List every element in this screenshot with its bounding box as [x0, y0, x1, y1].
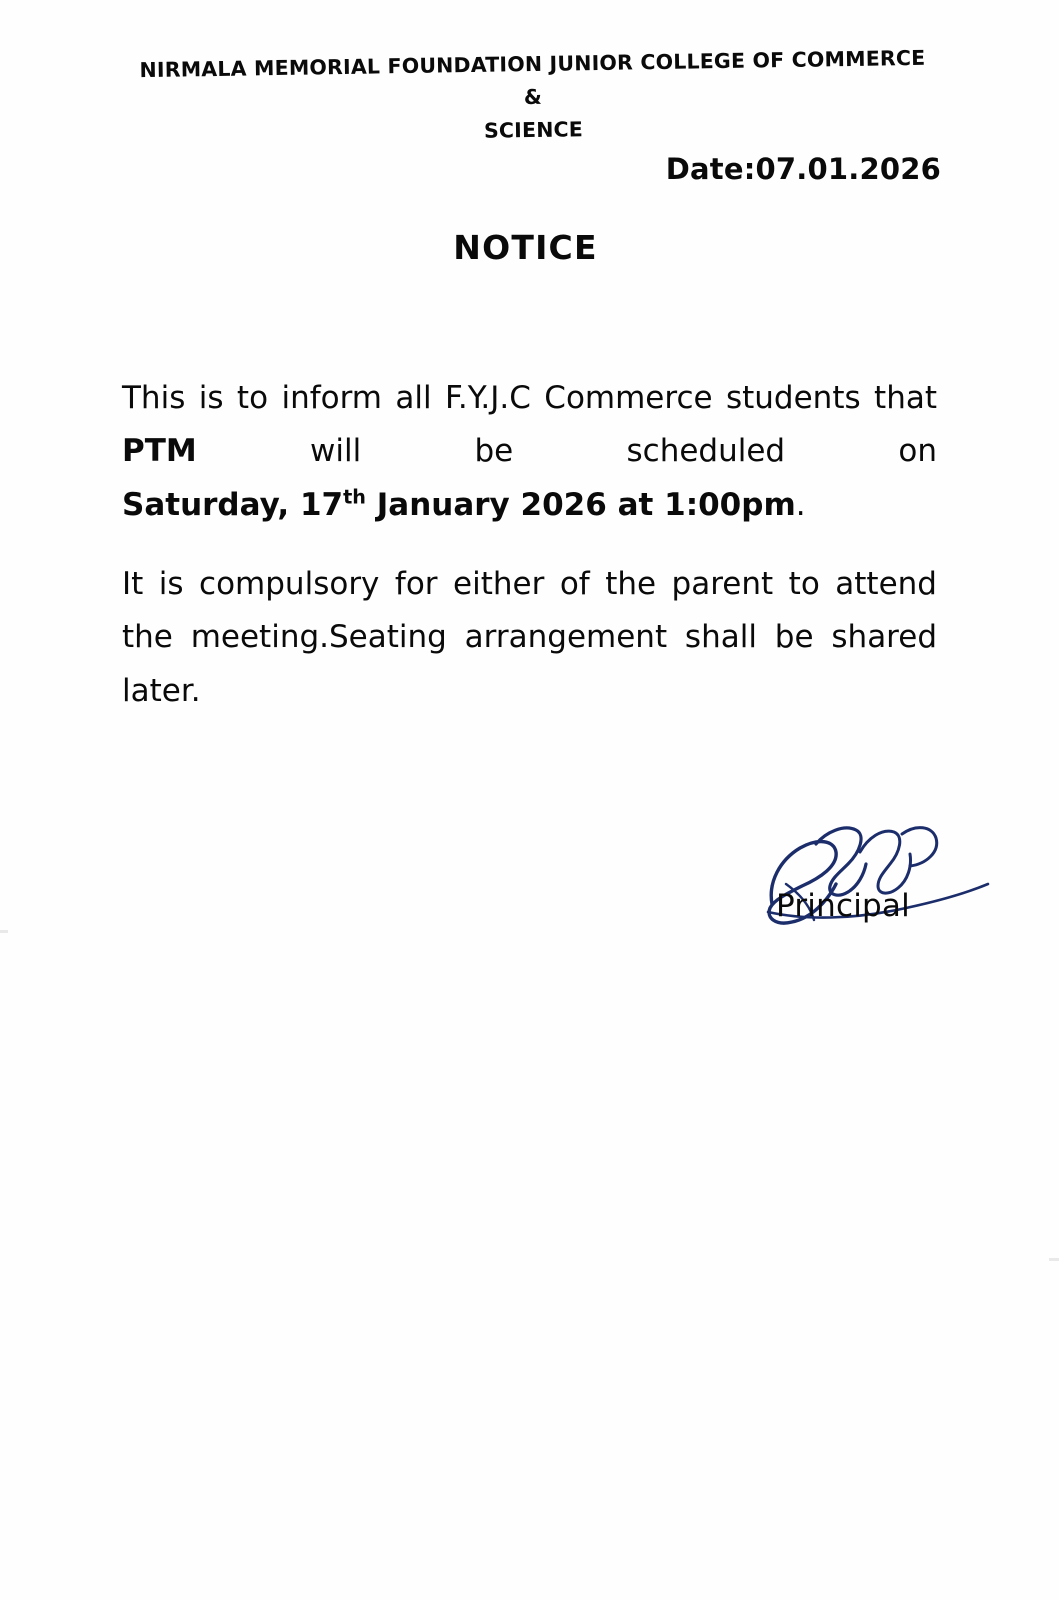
college-name-header	[127, 42, 938, 154]
paragraph-one-period: .	[795, 486, 806, 523]
scan-artifact-right	[1049, 1258, 1059, 1261]
paragraph-one	[122, 372, 937, 532]
meeting-date-post: January 2026 at 1:00pm	[365, 486, 796, 523]
date-label: Date:07.01.2026	[665, 152, 941, 186]
scan-artifact-left	[0, 930, 8, 933]
college-name-line2: SCIENCE	[483, 117, 584, 144]
paragraph-one-text-a: This is to inform all F.Y.J.C Commerce students that	[122, 380, 937, 416]
page-title: NOTICE	[453, 228, 598, 267]
ordinal-suffix: th	[343, 485, 366, 509]
meeting-date-pre: Saturday, 17	[122, 486, 344, 523]
college-name-line1: NIRMALA MEMORIAL FOUNDATION JUNIOR COLLEGE OF COMMERCE &	[139, 45, 926, 110]
ptm-bold: PTM	[122, 433, 197, 470]
meeting-datetime-bold	[122, 487, 796, 523]
paragraph-two: It is compulsory for either of the parent to attend the meeting.Seating arrangement shall be shared later.	[122, 565, 937, 709]
principal-label: Principal	[776, 888, 910, 924]
notice-body	[122, 372, 937, 718]
paragraph-one-text-b: will be scheduled on	[196, 433, 937, 470]
